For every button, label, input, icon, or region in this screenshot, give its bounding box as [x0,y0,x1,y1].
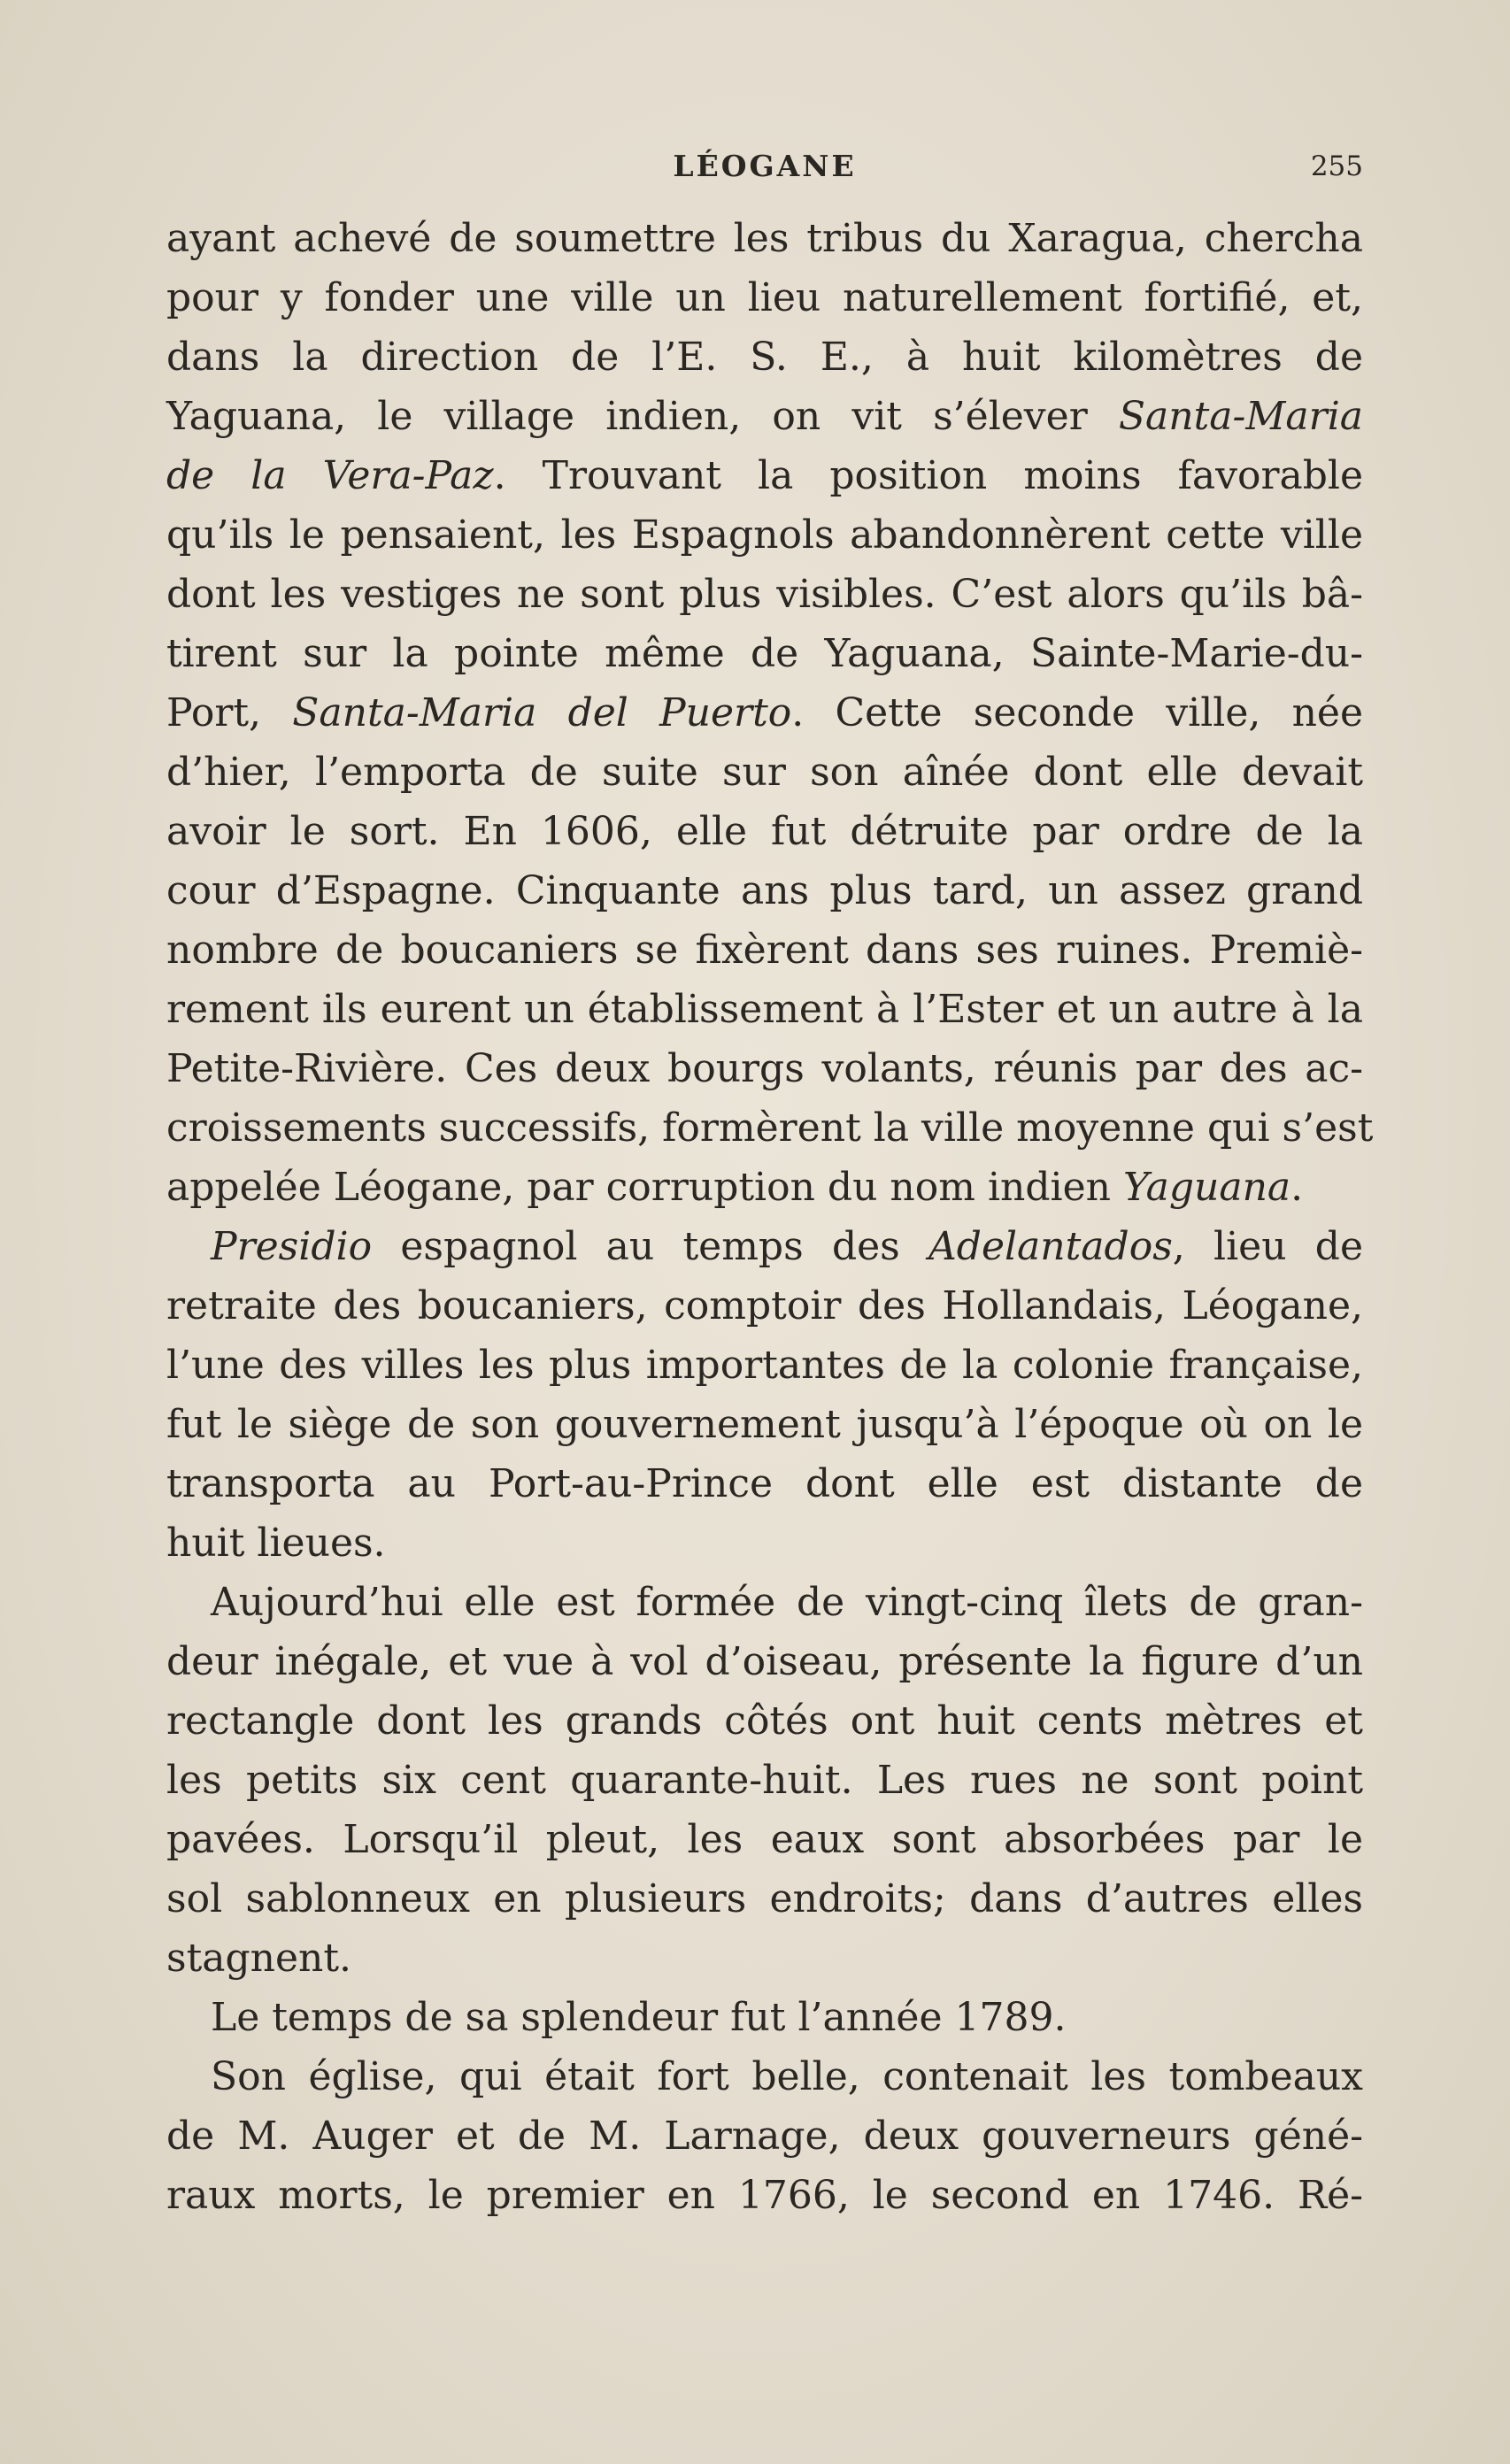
text-line [166,446,1363,505]
text-span: rement ils eurent un établissement à l’Ester et un autre à la [166,987,1363,1032]
italic-phrase: Adelantados [928,1224,1173,1269]
text-span: pour y fonder une ville un lieu naturellement fortifié, et, [166,275,1363,320]
text-span: . Cette seconde ville, née [791,690,1364,735]
text-line [166,1632,1363,1691]
text-line [166,1276,1363,1336]
italic-phrase: Presidio [211,1224,373,1269]
text-line [166,802,1363,861]
text-span: sol sablonneux en plusieurs endroits; dans d’autres elles [166,1876,1363,1921]
text-span: . Trouvant la position moins favorable [493,453,1364,498]
text-span: tirent sur la pointe même de Yaguana, Sainte-Marie-du- [166,631,1363,676]
text-line [166,683,1363,743]
text-line [166,1573,1363,1632]
text-line [166,743,1363,802]
text-span: de M. Auger et de M. Larnage, deux gouverneurs géné- [166,2114,1363,2159]
text-span: Son église, qui était fort belle, contenait les tombeaux [211,2054,1363,2099]
italic-phrase: de la Vera-Paz [166,453,494,498]
text-span: espagnol au temps des [372,1224,928,1269]
text-line [166,209,1363,268]
text-span: pavées. Lorsqu’il pleut, les eaux sont absorbées par le [166,1817,1363,1862]
text-span: dans la direction de l’E. S. E., à huit kilomètres de [166,335,1363,380]
text-line [166,1691,1363,1751]
text-span: stagnent. [166,1936,352,1981]
text-span: raux morts, le premier en 1766, le second en 1746. Ré- [166,2173,1363,2218]
text-line [166,861,1363,920]
text-line [166,980,1363,1039]
text-line [166,1454,1363,1513]
text-line [166,268,1363,327]
page-number: 255 [1310,150,1363,182]
text-span: transporta au Port-au-Prince dont elle est distante de [166,1461,1363,1506]
text-line [166,2166,1363,2225]
text-span: huit lieues. [166,1521,386,1566]
text-line [166,920,1363,980]
text-line [166,1513,1363,1573]
text-line [166,1098,1374,1158]
text-line [166,1869,1363,1929]
text-span: deur inégale, et vue à vol d’oiseau, présente la figure d’un [166,1639,1363,1684]
body-text [166,209,1374,2225]
text-span: fut le siège de son gouvernement jusqu’à l’époque où on le [166,1402,1363,1447]
text-span: qu’ils le pensaient, les Espagnols abandonnèrent cette ville [166,512,1363,558]
text-span: avoir le sort. En 1606, elle fut détruite par ordre de la [166,809,1363,854]
text-line [166,1158,1363,1217]
italic-phrase: Yaguana [1122,1165,1291,1210]
text-span: les petits six cent quarante-huit. Les rues ne sont point [166,1758,1363,1803]
text-span: nombre de boucaniers se fixèrent dans ses ruines. Premiè- [166,928,1363,973]
text-line [166,1988,1363,2047]
text-line [166,1929,1363,1988]
italic-phrase: Santa-Maria [1118,394,1363,439]
italic-phrase: Santa-Maria del Puerto [292,690,792,735]
text-line [166,1217,1363,1276]
text-span: d’hier, l’emporta de suite sur son aînée dont elle devait [166,750,1363,795]
text-span: Petite-Rivière. Ces deux bourgs volants, réunis par des ac- [166,1046,1363,1091]
text-line [166,387,1363,446]
text-line [166,505,1363,565]
text-span: Port, [166,690,293,735]
text-span: appelée Léogane, par corruption du nom indien [166,1165,1123,1210]
text-line [166,1395,1363,1454]
text-span: Le temps de sa splendeur fut l’année 1789. [211,1995,1067,2040]
text-line [166,624,1363,683]
text-line [166,2047,1363,2106]
text-line [166,1751,1363,1810]
text-span: ayant achevé de soumettre les tribus du Xaragua, chercha [166,216,1363,261]
text-line [166,1039,1363,1098]
text-line [166,565,1363,624]
text-span: cour d’Espagne. Cinquante ans plus tard, un assez grand [166,868,1363,913]
text-line [166,1810,1363,1869]
text-span: dont les vestiges ne sont plus visibles. C’est alors qu’ils bâ- [166,572,1363,617]
running-title: LÉOGANE [673,149,857,183]
text-span: , lieu de [1172,1224,1364,1269]
text-span: . [1290,1165,1304,1210]
text-span: croissements successifs, formèrent la ville moyenne qui s’est [166,1105,1374,1151]
text-span: retraite des boucaniers, comptoir des Hollandais, Léogane, [166,1283,1363,1328]
text-line [166,327,1363,387]
text-span: Aujourd’hui elle est formée de vingt-cinq îlets de gran- [211,1580,1363,1625]
text-span: l’une des villes les plus importantes de la colonie française, [166,1343,1363,1388]
text-line [166,1336,1363,1395]
text-span: Yaguana, le village indien, on vit s’élever [166,394,1119,439]
text-span: rectangle dont les grands côtés ont huit cents mètres et [166,1698,1363,1744]
page-header [166,142,1363,191]
text-line [166,2106,1363,2166]
